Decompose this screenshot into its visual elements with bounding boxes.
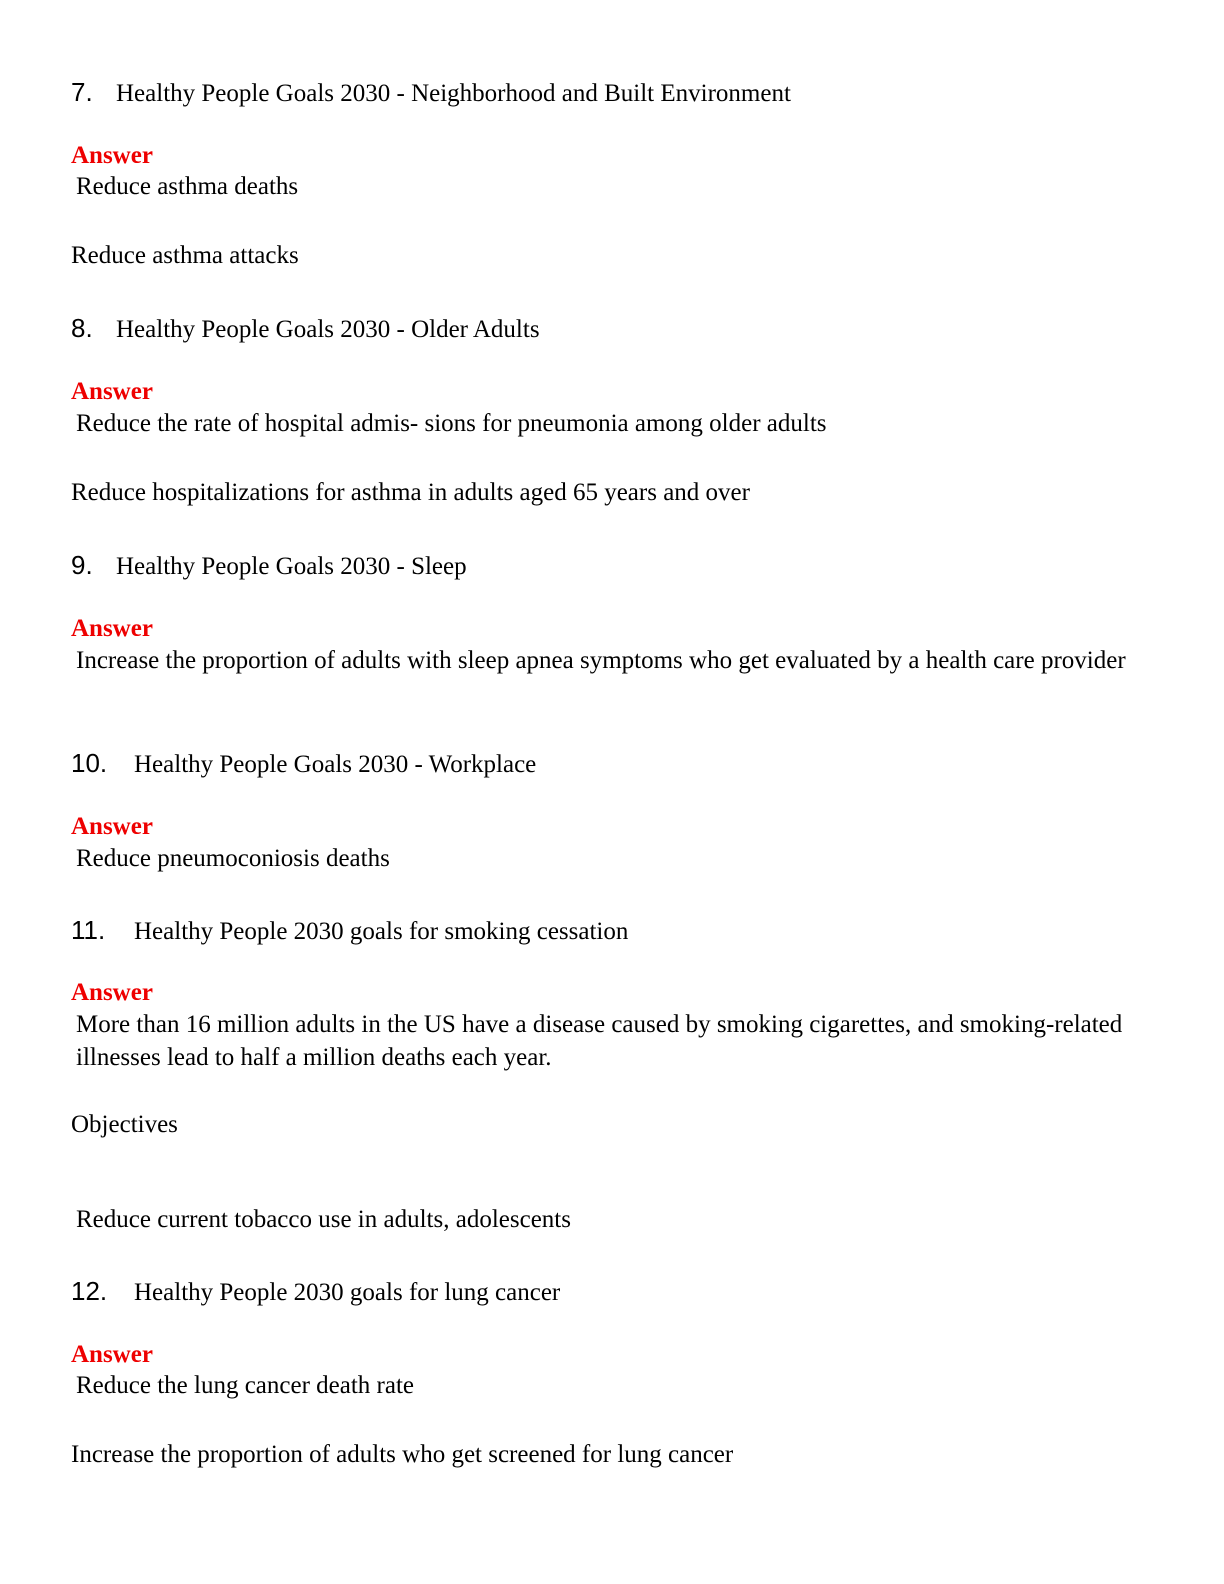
answer-text: Increase the proportion of adults with sleep apnea symptoms who get evaluated by a health care provider: [76, 647, 1126, 674]
answer-text: Reduce hospitalizations for asthma in adults aged 65 years and over: [71, 479, 750, 506]
question-text: Healthy People Goals 2030 - Sleep: [116, 553, 467, 580]
question-text: Healthy People Goals 2030 - Workplace: [134, 751, 537, 778]
answer-text: Reduce asthma attacks: [71, 242, 299, 269]
question-number: 8.: [71, 313, 93, 343]
answer-label: Answer: [71, 979, 153, 1006]
question-number: 11.: [71, 915, 106, 945]
answer-text: Reduce current tobacco use in adults, adolescents: [76, 1206, 571, 1233]
answer-text: Reduce the lung cancer death rate: [76, 1372, 415, 1399]
question-10: [71, 747, 536, 781]
answer-label: Answer: [71, 1341, 153, 1368]
answer-text: Reduce pneumoconiosis deaths: [76, 845, 390, 872]
answer-text: Reduce asthma deaths: [76, 173, 299, 200]
question-text: Healthy People Goals 2030 - Neighborhood and Built Environment: [116, 80, 791, 107]
question-7: [71, 76, 791, 110]
answer-text: Increase the proportion of adults who get screened for lung cancer: [71, 1441, 734, 1468]
question-9: [71, 549, 467, 583]
answer-label: Answer: [71, 378, 153, 405]
question-number: 12.: [71, 1276, 108, 1306]
answer-label: Answer: [71, 813, 153, 840]
question-11: [71, 914, 628, 948]
answer-label: Answer: [71, 142, 153, 169]
question-text: Healthy People 2030 goals for smoking cessation: [134, 918, 629, 945]
question-number: 7.: [71, 77, 93, 107]
answer-label: Answer: [71, 615, 153, 642]
question-12: [71, 1275, 560, 1309]
question-number: 9.: [71, 550, 93, 580]
question-number: 10.: [71, 748, 108, 778]
answer-text: More than 16 million adults in the US have a disease caused by smoking cigarettes, and smoking-related illnesses lead to half a million deaths each year.: [76, 1011, 1123, 1071]
question-text: Healthy People Goals 2030 - Older Adults: [116, 316, 540, 343]
answer-text: Reduce the rate of hospital admis- sions for pneumonia among older adults: [76, 410, 827, 437]
question-text: Healthy People 2030 goals for lung cancer: [134, 1279, 561, 1306]
answer-text: Objectives: [71, 1111, 178, 1138]
question-8: [71, 312, 540, 346]
